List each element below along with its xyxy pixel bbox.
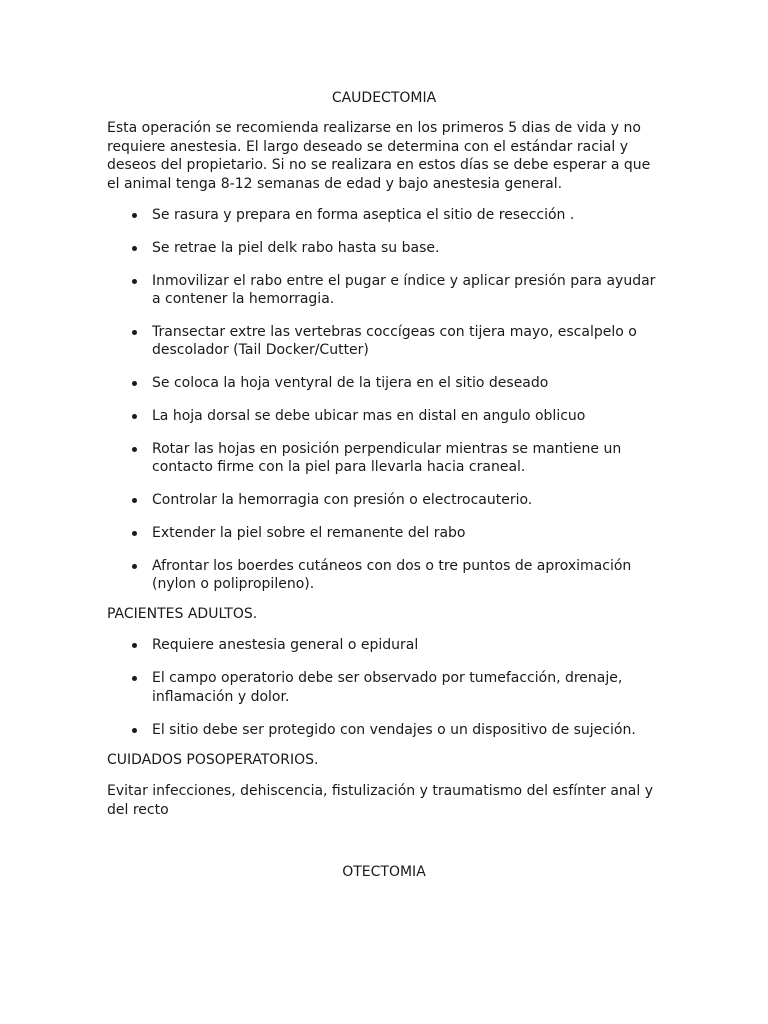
list-item (107, 636, 667, 655)
bullet-icon (132, 728, 137, 733)
list-item (107, 557, 667, 594)
list-item (107, 272, 667, 309)
adult-patients-list (107, 636, 667, 754)
list-item (107, 524, 667, 543)
bullet-icon (132, 246, 137, 251)
list-item-text: Inmovilizar el rabo entre el pugar e índice y aplicar presión para ayudar a contener la hemorragia. (152, 272, 656, 308)
list-item-text: Se rasura y prepara en forma aseptica el sitio de resección . (152, 207, 575, 223)
bullet-icon (132, 279, 137, 284)
list-item (107, 239, 667, 258)
list-item-text: El campo operatorio debe ser observado por tumefacción, drenaje, inflamación y dolor. (152, 670, 623, 705)
list-item-text: Afrontar los boerdes cutáneos con dos o tre puntos de aproximación (nylon o polipropileno). (152, 557, 632, 593)
bullet-icon (132, 643, 137, 648)
postop-paragraph: Evitar infecciones, dehiscencia, fistulización y traumatismo del esfínter anal y del recto (107, 783, 653, 818)
postop-heading: CUIDADOS POSOPERATORIOS. (107, 752, 319, 768)
list-item (107, 721, 667, 740)
list-item-text: Rotar las hojas en posición perpendicular mientras se mantiene un contacto firme con la piel para llevarla hacia craneal. (152, 440, 622, 476)
list-item-text: La hoja dorsal se debe ubicar mas en distal en angulo oblicuo (152, 407, 586, 424)
bullet-icon (132, 676, 137, 681)
list-item-text: El sitio debe ser protegido con vendajes o un dispositivo de sujeción. (152, 721, 636, 738)
bullet-icon (132, 447, 137, 452)
bullet-icon (132, 381, 137, 386)
list-item (107, 323, 667, 360)
bullet-icon (132, 531, 137, 536)
list-item-text: Se coloca la hoja ventyral de la tijera en el sitio deseado (152, 375, 549, 392)
list-item-text: Se retrae la piel delk rabo hasta su base. (152, 239, 440, 256)
list-item-text: Extender la piel sobre el remanente del rabo (152, 524, 466, 541)
bullet-icon (132, 564, 137, 569)
list-item (107, 669, 667, 706)
bullet-icon (132, 213, 137, 218)
list-item-text: Requiere anestesia general o epidural (152, 637, 419, 653)
bullet-icon (132, 330, 137, 335)
list-item-text: Controlar la hemorragia con presión o electrocauterio. (152, 492, 533, 509)
list-item (107, 374, 667, 393)
list-item (107, 440, 667, 477)
document-title: CAUDECTOMIA (331, 90, 437, 106)
next-section-title: OTECTOMIA (342, 864, 426, 880)
adult-patients-heading: PACIENTES ADULTOS. (107, 606, 258, 622)
bullet-icon (132, 414, 137, 419)
list-item (107, 407, 667, 426)
procedure-steps-list (107, 206, 667, 608)
bullet-icon (132, 498, 137, 503)
intro-paragraph: Esta operación se recomienda realizarse en los primeros 5 dias de vida y no requiere anestesia. El largo deseado se determina con el estándar racial y deseos del propietario. Si no se realizara en estos días se debe esperar a que el animal tenga 8-12 semanas de edad y bajo anestesia general. (107, 120, 651, 192)
list-item (107, 206, 667, 225)
list-item (107, 491, 667, 510)
list-item-text: Transectar extre las vertebras coccígeas con tijera mayo, escalpelo o descolador (Tail Docker/Cutter) (152, 323, 637, 359)
